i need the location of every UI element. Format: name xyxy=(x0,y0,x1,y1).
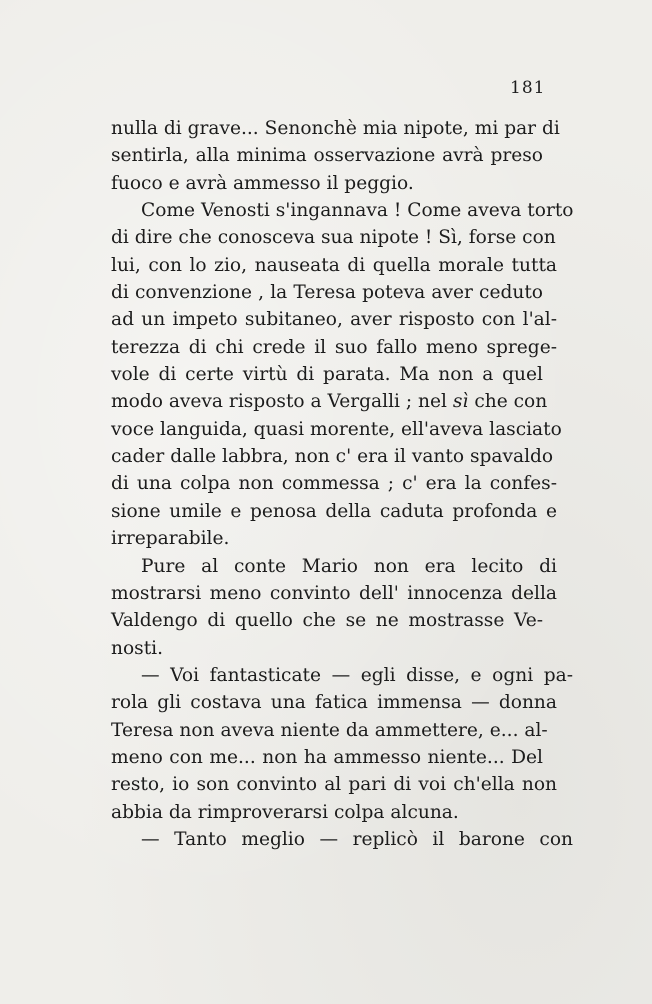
text-line: sione umile e penosa della caduta profonda e xyxy=(111,500,557,522)
text-line: nulla di grave... Senonchè mia nipote, mi par di xyxy=(111,118,560,139)
text-line: — Tanto meglio — replicò il barone con xyxy=(141,828,573,850)
text-line: nosti. xyxy=(111,637,164,659)
text-line: lui, con lo zio, nauseata di quella morale tutta xyxy=(111,254,557,276)
text-line: irreparabile. xyxy=(111,528,230,550)
text-line: — Voi fantasticate — egli disse, e ogni pa- xyxy=(141,664,573,686)
text-line: vole di certe virtù di parata. Ma non a quel xyxy=(111,364,543,386)
page-number: 181 xyxy=(510,78,546,98)
text-line: resto, io son convinto al pari di voi ch'ella non xyxy=(111,774,557,796)
text-segment: che con xyxy=(474,391,548,413)
text-line: cader dalle labbra, non c' era il vanto spavaldo xyxy=(111,446,554,468)
body-text xyxy=(111,115,574,853)
text-line: Pure al conte Mario non era lecito di xyxy=(141,555,557,577)
text-line: abbia da rimproverarsi colpa alcuna. xyxy=(111,801,459,823)
text-line: Teresa non aveva niente da ammettere, e... al- xyxy=(111,719,548,741)
text-line: Come Venosti s'ingannava ! Come aveva torto xyxy=(141,200,574,222)
text-line-with-italic xyxy=(111,388,548,415)
text-line: sentirla, alla minima osservazione avrà preso xyxy=(111,145,543,167)
text-line: ad un impeto subitaneo, aver risposto con l'al- xyxy=(111,309,557,331)
text-line: di convenzione , la Teresa poteva aver ceduto xyxy=(111,282,543,304)
text-line: terezza di chi crede il suo fallo meno sprege- xyxy=(111,336,557,358)
text-line: di dire che conosceva sua nipote ! Sì, forse con xyxy=(111,227,556,249)
text-segment: modo aveva risposto a Vergalli ; nel xyxy=(111,391,447,413)
text-line: voce languida, quasi morente, ell'aveva lasciato xyxy=(111,418,562,440)
text-line: Valdengo di quello che se ne mostrasse Ve- xyxy=(111,610,543,632)
text-line: mostrarsi meno convinto dell' innocenza della xyxy=(111,582,557,604)
text-line: di una colpa non commessa ; c' era la confes- xyxy=(111,473,557,495)
text-line: meno con me... non ha ammesso niente... Del xyxy=(111,746,543,768)
text-line: rola gli costava una fatica immensa — donna xyxy=(111,692,557,714)
italic-word: sì xyxy=(452,391,469,413)
text-line: fuoco e avrà ammesso il peggio. xyxy=(111,172,414,194)
